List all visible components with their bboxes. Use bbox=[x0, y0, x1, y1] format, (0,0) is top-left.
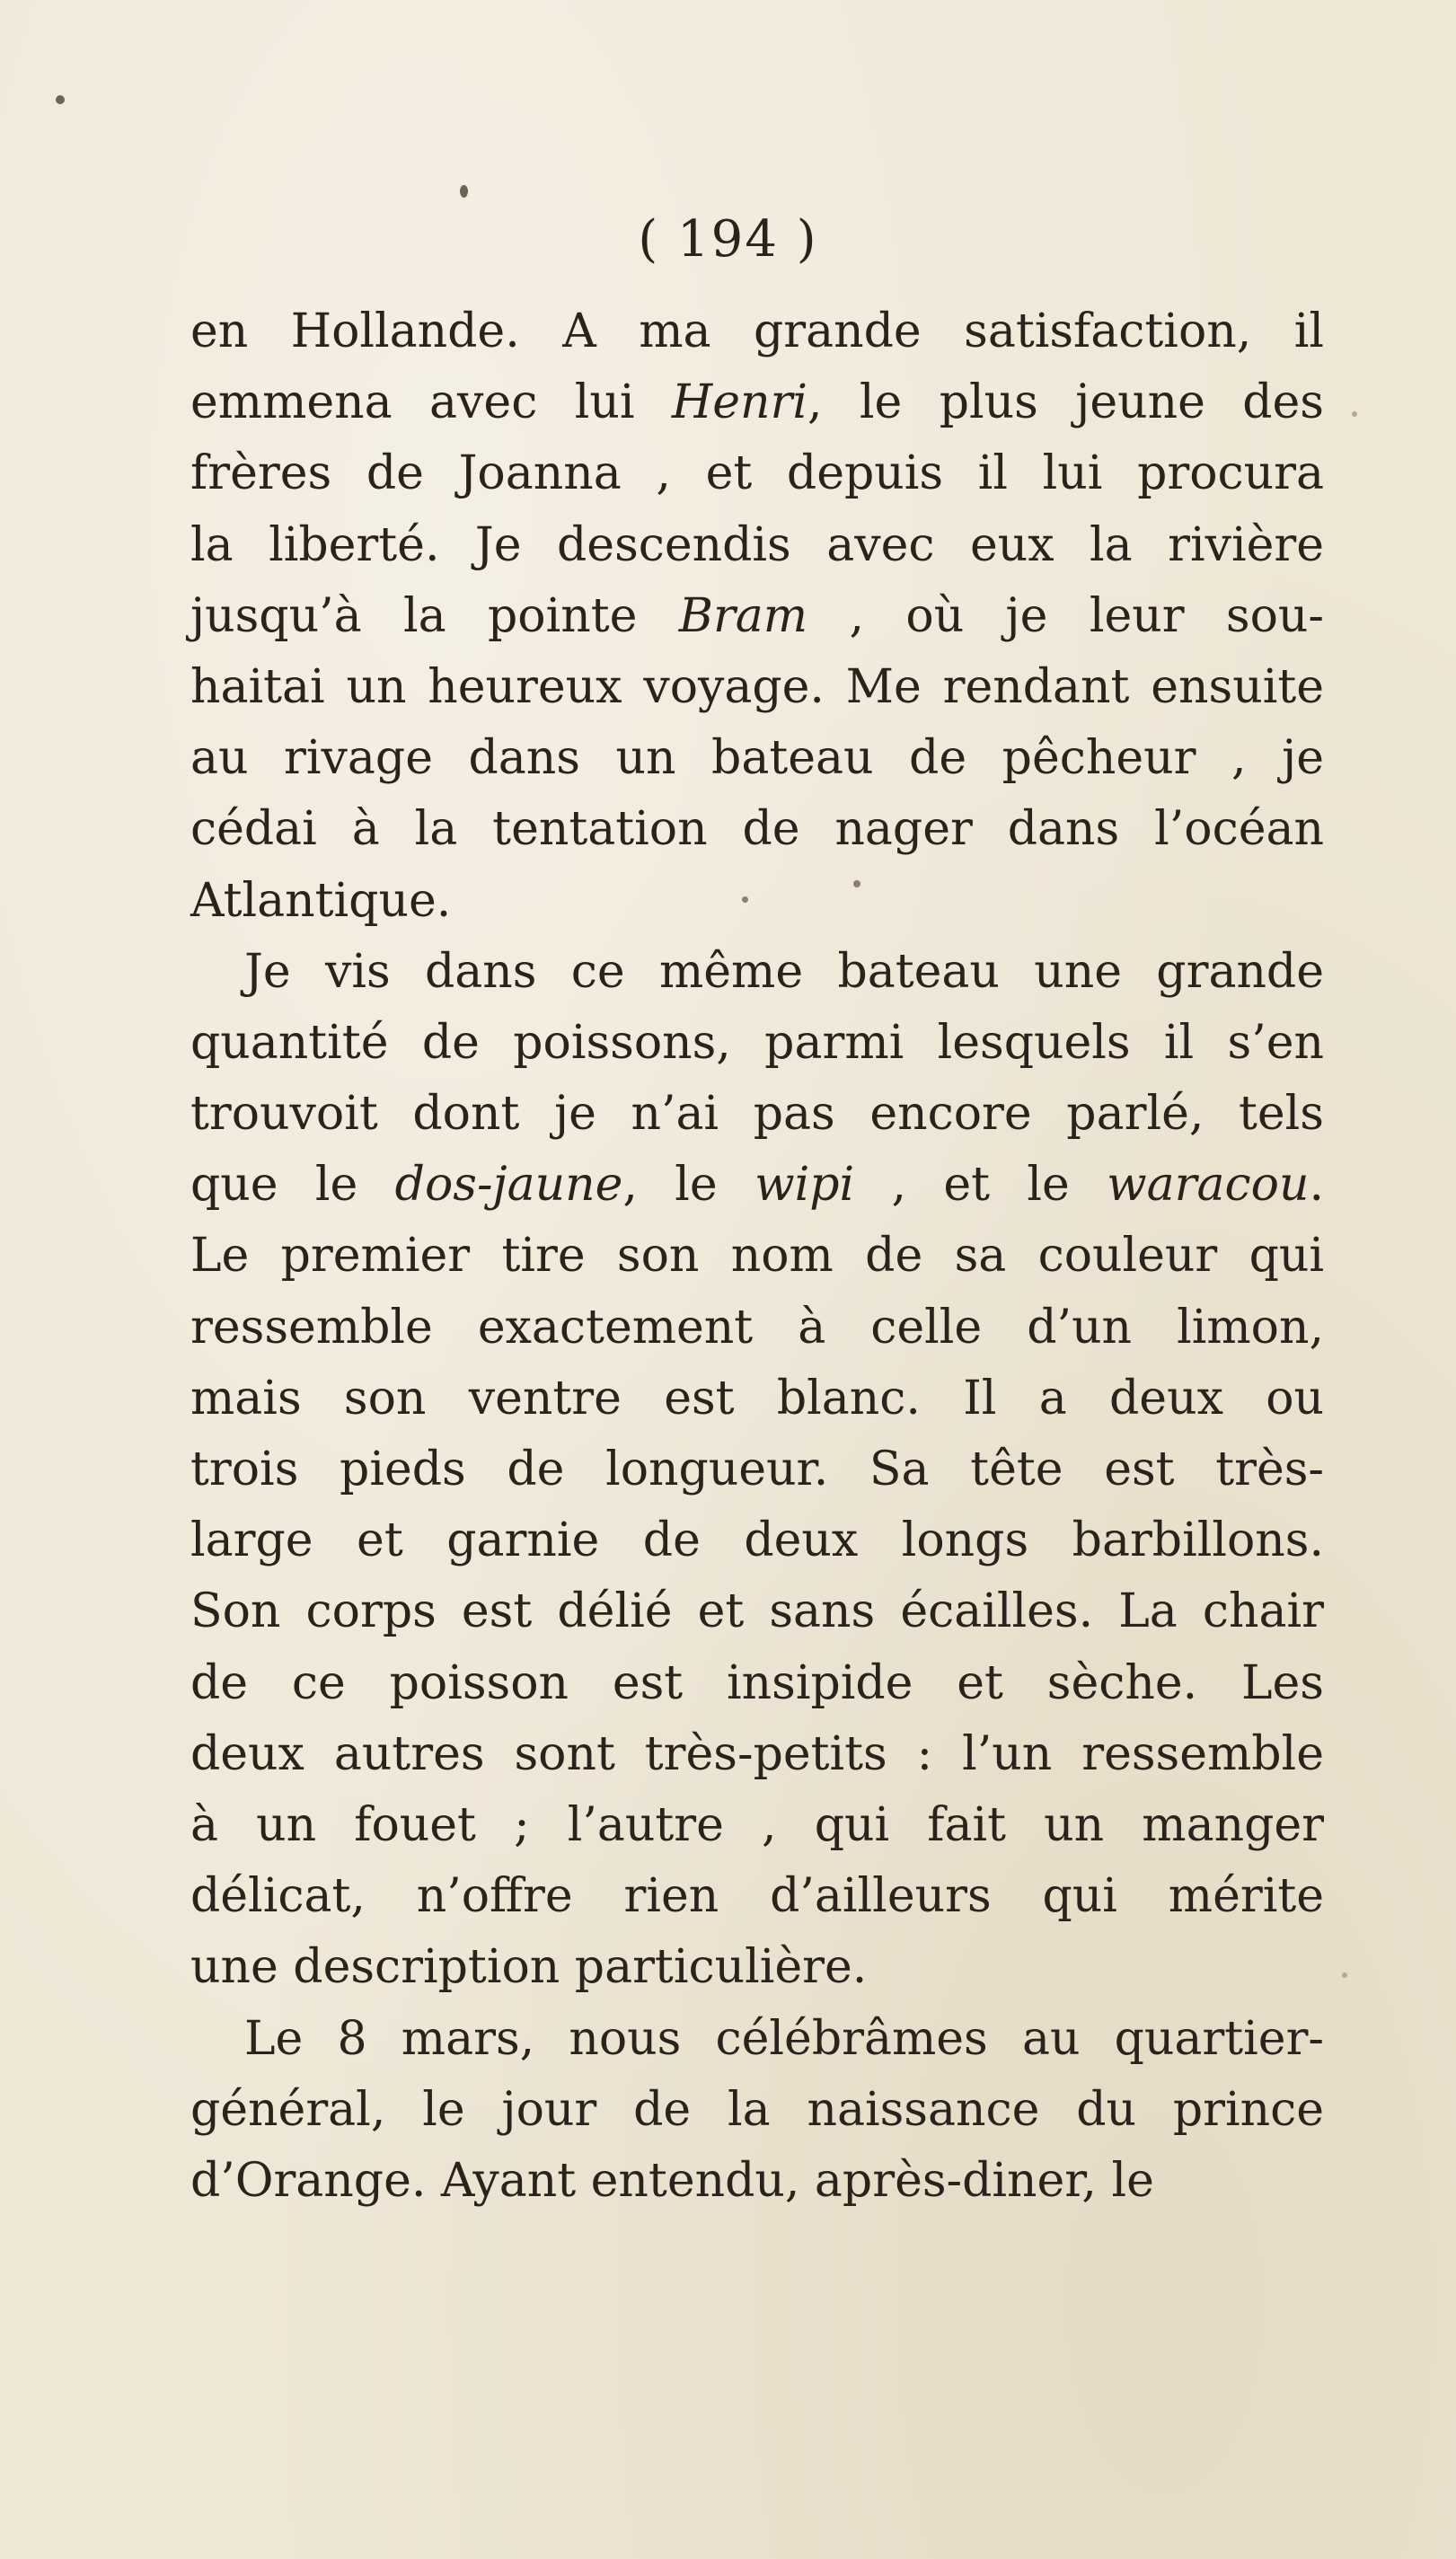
text-run: trois pieds de longueur. Sa tête est très- bbox=[190, 1443, 1324, 1496]
text-run: en Hollande. A ma grande satisfaction, il bbox=[190, 304, 1324, 358]
italic-term: waracou bbox=[1107, 1158, 1310, 1213]
text-run: trouvoit dont je n’ai pas encore parlé, tels bbox=[190, 1087, 1324, 1142]
text-line bbox=[190, 723, 1324, 794]
text-run: deux autres sont très-petits : l’un ressemble bbox=[190, 1726, 1324, 1781]
text-line bbox=[190, 1932, 1324, 2003]
text-line bbox=[190, 2146, 1324, 2217]
text-run: mais son ventre est blanc. Il a deux ou bbox=[190, 1371, 1324, 1425]
paragraph bbox=[190, 296, 1324, 937]
text-line bbox=[190, 581, 1324, 652]
text-run: haitai un heureux voyage. Me rendant ensuite bbox=[190, 659, 1324, 714]
paragraph bbox=[190, 937, 1324, 2004]
text-run: général, le jour de la naissance du prince bbox=[190, 2082, 1324, 2137]
text-line bbox=[190, 1293, 1324, 1363]
paper-speck bbox=[1352, 411, 1357, 417]
italic-term: Henri bbox=[671, 375, 807, 430]
text-line bbox=[190, 438, 1324, 509]
text-run: Atlantique. bbox=[190, 873, 452, 928]
paper-speck bbox=[56, 95, 65, 104]
italic-term: dos-jaune bbox=[394, 1158, 623, 1213]
text-line bbox=[190, 367, 1324, 438]
text-run: Le premier tire son nom de sa couleur qui bbox=[190, 1229, 1324, 1284]
text-run: frères de Joanna , et depuis il lui procura bbox=[190, 446, 1324, 501]
text-run: emmena avec lui bbox=[190, 375, 672, 430]
text-run: jusqu’à la pointe bbox=[190, 588, 679, 643]
text-line bbox=[190, 2075, 1324, 2146]
text-run: . bbox=[1309, 1158, 1324, 1213]
text-line bbox=[190, 1505, 1324, 1576]
text-run: d’Orange. Ayant entendu, après-diner, le bbox=[190, 2153, 1154, 2208]
text-line bbox=[190, 652, 1324, 723]
text-line bbox=[190, 2004, 1324, 2075]
text-line bbox=[190, 1790, 1324, 1861]
text-line bbox=[190, 866, 1324, 937]
text-run: large et garnie de deux longs barbillons. bbox=[190, 1513, 1324, 1568]
text-line bbox=[190, 1719, 1324, 1790]
text-run: ressemble exactement à celle d’un limon, bbox=[190, 1300, 1324, 1355]
italic-term: wipi bbox=[754, 1158, 855, 1213]
text-line bbox=[190, 1434, 1324, 1505]
text-line bbox=[190, 1079, 1324, 1150]
text-run: délicat, n’offre rien d’ailleurs qui mérite bbox=[190, 1869, 1324, 1924]
page-body-text bbox=[190, 296, 1324, 2217]
text-run: , le bbox=[622, 1158, 755, 1213]
text-line bbox=[190, 794, 1324, 865]
text-run: , et le bbox=[854, 1158, 1107, 1213]
text-line bbox=[190, 1150, 1324, 1221]
text-run: Je vis dans ce même bateau une grande bbox=[244, 944, 1324, 999]
text-line bbox=[190, 1008, 1324, 1079]
paper-speck bbox=[1342, 1972, 1347, 1978]
text-line bbox=[190, 296, 1324, 367]
text-run: à un fouet ; l’autre , qui fait un manger bbox=[190, 1797, 1324, 1852]
text-line bbox=[190, 1363, 1324, 1434]
text-line bbox=[190, 1221, 1324, 1292]
italic-term: Bram bbox=[678, 588, 808, 643]
paragraph bbox=[190, 2004, 1324, 2218]
text-run: la liberté. Je descendis avec eux la rivière bbox=[190, 517, 1324, 572]
paper-speck bbox=[460, 185, 468, 198]
text-run: Son corps est délié et sans écailles. La chair bbox=[190, 1584, 1324, 1639]
text-line bbox=[190, 510, 1324, 581]
text-line bbox=[190, 1648, 1324, 1719]
text-run: Le 8 mars, nous célébrâmes au quartier- bbox=[244, 2011, 1324, 2066]
text-line bbox=[190, 1861, 1324, 1932]
text-line bbox=[190, 1576, 1324, 1647]
text-run: , où je leur sou- bbox=[807, 588, 1324, 643]
text-run: quantité de poissons, parmi lesquels il s’en bbox=[190, 1015, 1324, 1070]
text-run: au rivage dans un bateau de pêcheur , je bbox=[190, 731, 1324, 786]
text-run: de ce poisson est insipide et sèche. Les bbox=[190, 1655, 1324, 1710]
text-line bbox=[190, 937, 1324, 1008]
text-run: une description particulière. bbox=[190, 1940, 868, 1995]
text-run: que le bbox=[190, 1158, 395, 1213]
text-run: , le plus jeune des bbox=[807, 375, 1324, 430]
page-number: ( 194 ) bbox=[638, 210, 818, 269]
text-run: cédai à la tentation de nager dans l’océan bbox=[190, 802, 1324, 857]
